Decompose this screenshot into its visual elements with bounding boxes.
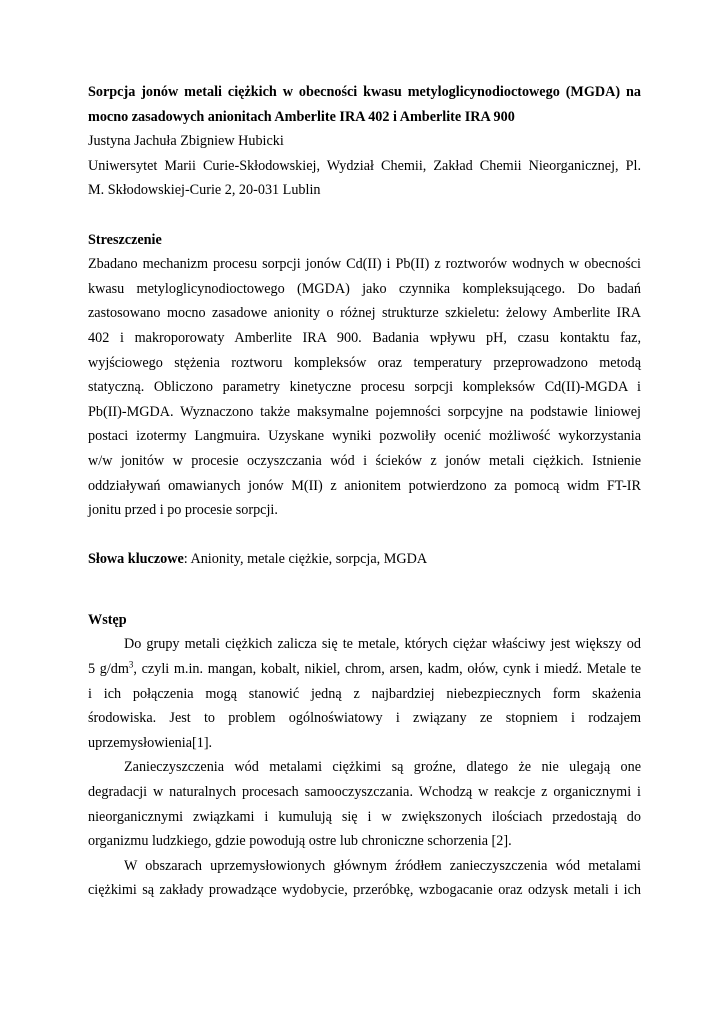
keywords [88, 547, 641, 572]
intro-line: Zanieczyszczenia wód metalami ciężkimi są groźne, dlatego że nie ulegają one [124, 759, 641, 776]
abstract-line: jonitu przed i po procesie sorpcji. [88, 502, 278, 519]
affiliation-line-1: Uniwersytet Marii Curie-Skłodowskiej, Wydział Chemii, Zakład Chemii Nieorganicznej, Pl. [88, 157, 641, 174]
abstract-heading-text: Streszczenie [88, 231, 162, 248]
abstract-line: wyjściowego stężenia roztworu kompleksów oraz temperatury przeprowadzono metodą [88, 354, 641, 371]
intro-line [88, 657, 641, 682]
keywords-text: : Anionity, metale ciężkie, sorpcja, MGDA [183, 551, 428, 568]
intro-line: W obszarach uprzemysłowionych głównym źródłem zanieczyszczenia wód metalami [124, 857, 641, 874]
abstract-line: 402 i makroporowaty Amberlite IRA 900. Badania wpływu pH, czasu kontaktu faz, [88, 329, 641, 346]
affiliation-line-2: M. Skłodowskiej-Curie 2, 20-031 Lublin [88, 182, 321, 199]
intro-heading-text: Wstęp [88, 611, 127, 628]
title-line-1: Sorpcja jonów metali ciężkich w obecności kwasu metyloglicynodioctowego (MGDA) na [88, 84, 641, 100]
keywords-line [88, 547, 641, 572]
authors-line: Justyna Jachuła Zbigniew Hubicki [88, 133, 284, 150]
abstract-line: w/w jonitów w procesie oczyszczania wód i ścieków z jonów metali ciężkich. Istnienie [88, 452, 641, 469]
intro-line: ciężkimi są zakłady prowadzące wydobycie, przeróbkę, wzbogacanie oraz odzysk metali i ich [88, 882, 641, 899]
abstract-line: Pb(II)-MGDA. Wyznaczono także maksymalne pojemności sorpcyjne na podstawie liniowej [88, 403, 641, 420]
spacer [88, 523, 641, 548]
paper-title [88, 80, 641, 129]
intro-line: i ich połączenia mogą stanowić jedną z najbardziej niebezpiecznych form skażenia [88, 685, 641, 702]
authors [88, 129, 641, 154]
intro-paragraph-3 [88, 854, 641, 903]
abstract-heading [88, 228, 641, 253]
abstract-line: statyczną. Obliczono parametry kinetyczne procesu sorpcji kompleksów Cd(II)-MGDA i [88, 379, 641, 396]
unit-text: 5 g/dm [88, 661, 129, 678]
intro-line: środowiska. Jest to problem ogólnoświatowy i związany ze stopniem i rodzajem [88, 710, 641, 727]
intro-heading [88, 608, 641, 633]
intro-line: Do grupy metali ciężkich zalicza się te metale, których ciężar właściwy jest większy od [124, 636, 641, 653]
abstract-body [88, 252, 641, 523]
intro-line-rest: , czyli m.in. mangan, kobalt, nikiel, chrom, arsen, kadm, ołów, cynk i miedź. Metale te [133, 661, 641, 678]
abstract-line: zastosowano mocno zasadowe anionity o różnej strukturze szkieletu: żelowy Amberlite IRA [88, 305, 641, 322]
abstract-line: oddziaływań omawianych jonów M(II) z anionitem potwierdzono za pomocą widm FT-IR [88, 477, 641, 494]
abstract-line: Zbadano mechanizm procesu sorpcji jonów Cd(II) i Pb(II) z roztworów wodnych w obecności [88, 256, 641, 273]
abstract-line: postaci izotermy Langmuira. Uzyskane wyniki pozwoliły ocenić możliwość wykorzystania [88, 428, 641, 445]
affiliation [88, 154, 641, 203]
intro-line: degradacji w naturalnych procesach samooczyszczania. Wchodzą w reakcje z organicznymi i [88, 784, 641, 801]
intro-line: organizmu ludzkiego, gdzie powodują ostre lub chroniczne schorzenia [2]. [88, 833, 512, 850]
intro-line: uprzemysłowienia[1]. [88, 734, 213, 751]
document-page [88, 80, 641, 903]
spacer [88, 572, 641, 608]
intro-paragraph-1 [88, 632, 641, 755]
spacer [88, 203, 641, 228]
abstract-line: kwasu metyloglicynodioctowego (MGDA) jako czynnika kompleksującego. Do badań [88, 280, 641, 297]
intro-line: nieorganicznymi związkami i kumulują się i w zwiększonych ilościach przedostają do [88, 808, 641, 825]
superscript: 3 [128, 659, 134, 670]
keywords-label: Słowa kluczowe [88, 551, 184, 568]
intro-paragraph-2 [88, 755, 641, 853]
title-line-2: mocno zasadowych anionitach Amberlite IRA 402 i Amberlite IRA 900 [88, 108, 515, 125]
